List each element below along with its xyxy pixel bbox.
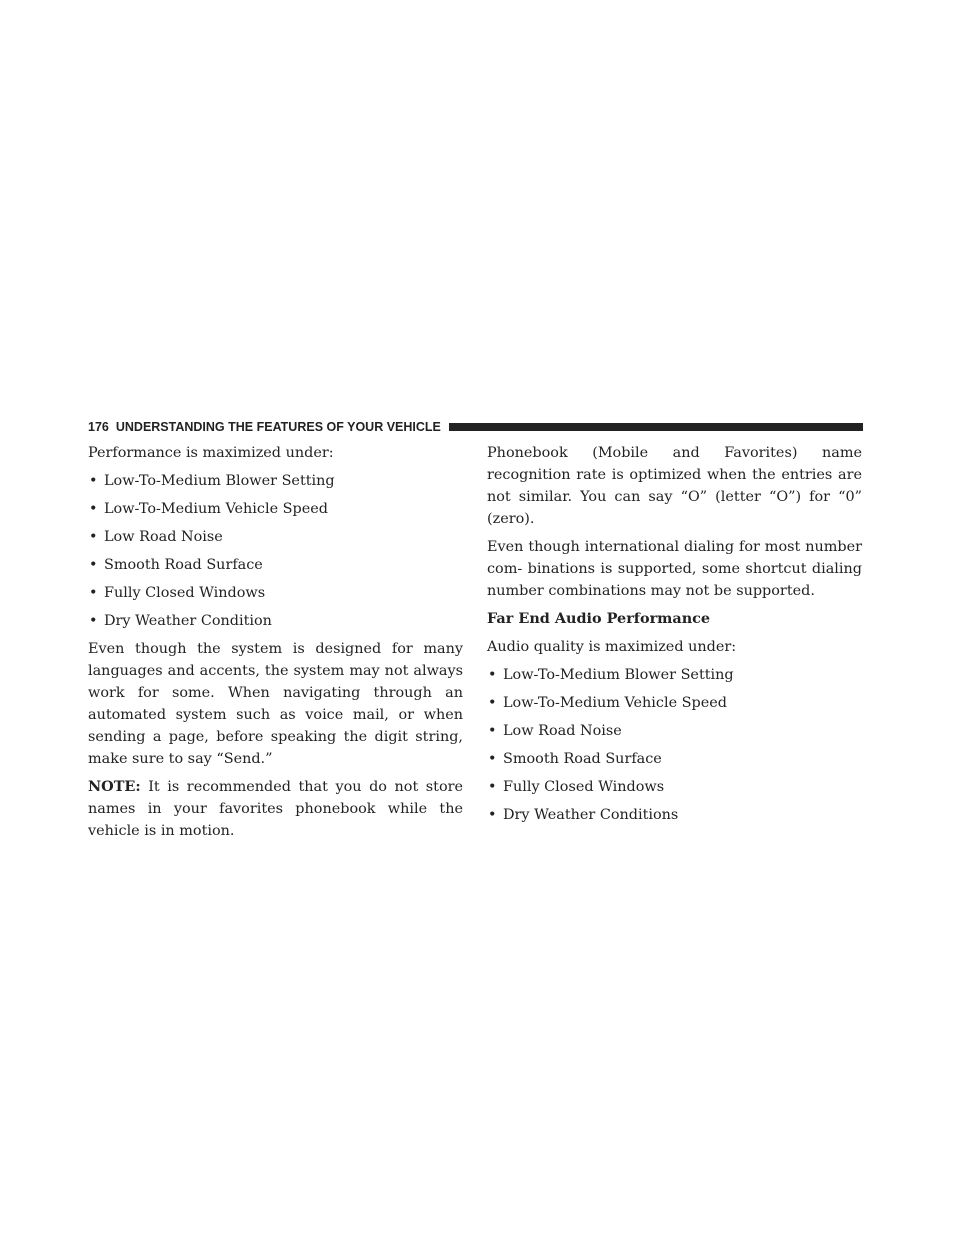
audio-quality-intro: Audio quality is maximized under:: [487, 639, 737, 655]
list-item-text: Low Road Noise: [503, 723, 622, 739]
list-item-text: Fully Closed Windows: [104, 585, 266, 601]
list-item: [487, 692, 862, 714]
list-item-text: Low-To-Medium Blower Setting: [104, 473, 335, 489]
list-item: [88, 554, 463, 576]
list-item-text: Low Road Noise: [104, 529, 223, 545]
phonebook-paragraph: Phonebook (Mobile and Favorites) name recognition rate is optimized when the entries are not similar. You can say “O” (letter “O”) for “0” (zero).: [487, 445, 862, 527]
bullet-icon: •: [488, 807, 497, 823]
list-item: [487, 720, 862, 742]
page-number: 176: [88, 420, 109, 434]
right-column: [487, 442, 862, 832]
page-header: [88, 419, 863, 435]
international-dialing-paragraph: Even though international dialing for most number com- binations is supported, some shortcut dialing number combinations may not be supported.: [487, 539, 862, 599]
note-text: It is recommended that you do not store names in your favorites phonebook while the vehicle is in motion.: [88, 779, 464, 839]
list-item: [88, 610, 463, 632]
list-item: [88, 498, 463, 520]
note-label: NOTE:: [88, 778, 141, 795]
audio-quality-list: [487, 664, 862, 826]
bullet-icon: •: [488, 695, 497, 711]
bullet-icon: •: [89, 613, 98, 629]
list-item-text: Smooth Road Surface: [104, 557, 263, 573]
list-item: [487, 664, 862, 686]
list-item: [88, 582, 463, 604]
left-column: [88, 442, 463, 848]
bullet-icon: •: [488, 751, 497, 767]
bullet-icon: •: [89, 557, 98, 573]
list-item-text: Dry Weather Conditions: [503, 807, 679, 823]
list-item: [88, 526, 463, 548]
bullet-icon: •: [488, 723, 497, 739]
bullet-icon: •: [488, 667, 497, 683]
list-item-text: Smooth Road Surface: [503, 751, 662, 767]
list-item-text: Low-To-Medium Vehicle Speed: [503, 695, 727, 711]
list-item-text: Low-To-Medium Vehicle Speed: [104, 501, 328, 517]
bullet-icon: •: [89, 473, 98, 489]
list-item-text: Dry Weather Condition: [104, 613, 272, 629]
list-item: [487, 776, 862, 798]
bullet-icon: •: [89, 585, 98, 601]
performance-list: [88, 470, 463, 632]
list-item-text: Low-To-Medium Blower Setting: [503, 667, 734, 683]
bullet-icon: •: [89, 529, 98, 545]
list-item: [487, 748, 862, 770]
list-item-text: Fully Closed Windows: [503, 779, 665, 795]
list-item: [88, 470, 463, 492]
languages-paragraph: Even though the system is designed for many languages and accents, the system may not always work for some. When navigating through an automated system such as voice mail, or when sending a page, before speaking the digit string, make sure to say “Send.”: [88, 641, 463, 767]
header-rule: [449, 423, 863, 431]
note-paragraph: [88, 776, 463, 842]
section-title: UNDERSTANDING THE FEATURES OF YOUR VEHICLE: [115, 420, 441, 434]
list-item: [487, 804, 862, 826]
performance-intro: Performance is maximized under:: [88, 445, 334, 461]
bullet-icon: •: [488, 779, 497, 795]
bullet-icon: •: [89, 501, 98, 517]
far-end-audio-heading: Far End Audio Performance: [487, 610, 711, 627]
